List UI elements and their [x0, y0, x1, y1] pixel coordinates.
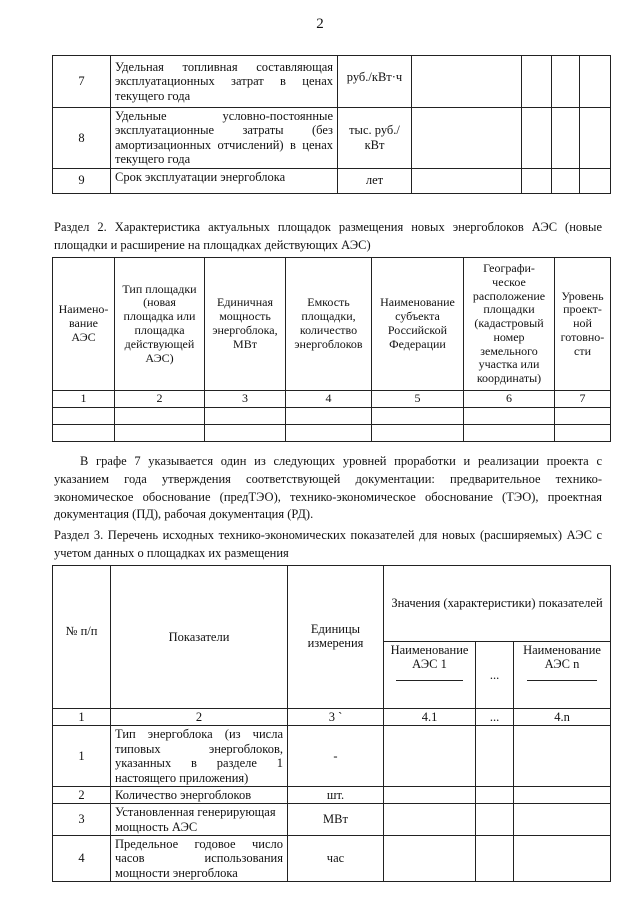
col-number: 5 — [372, 391, 464, 408]
table-continuation — [52, 55, 611, 194]
row-num: 8 — [53, 108, 111, 169]
table-header-row — [53, 258, 611, 391]
col-number: 4.1 — [384, 709, 476, 726]
col-number: 3 ` — [288, 709, 384, 726]
table-row — [53, 836, 611, 882]
col-header: Тип площадки (новая площадка или площадка действующей АЭС) — [115, 258, 205, 391]
table-row — [53, 804, 611, 836]
row-unit: - — [288, 726, 384, 787]
row-unit: лет — [338, 168, 412, 193]
col-header: Емкость площадки, количество энергоблоков — [286, 258, 372, 391]
header-dots: ... — [476, 642, 514, 709]
column-number-row — [53, 391, 611, 408]
page-number: 2 — [316, 16, 324, 32]
row-name: Удельные условно-постоянные эксплуатационные затраты (без амортизационных отчислений) в ценах текущего года — [111, 108, 338, 169]
header-npp1: Наименование АЭС 1 — [384, 642, 476, 709]
table-row — [53, 56, 611, 108]
col-header: Наименование субъекта Российской Федерации — [372, 258, 464, 391]
row-unit: руб./кВт·ч — [338, 56, 412, 108]
table-section3 — [52, 565, 611, 882]
header-num: № п/п — [53, 566, 111, 709]
row-num: 2 — [53, 786, 111, 803]
row-name: Удельная топливная составляющая эксплуатационных затрат в ценах текущего года — [111, 56, 338, 108]
col-number: 7 — [555, 391, 611, 408]
row-unit: шт. — [288, 786, 384, 803]
row-num: 1 — [53, 726, 111, 787]
col-number: 4.n — [514, 709, 611, 726]
table-header-row — [53, 566, 611, 642]
row-num: 4 — [53, 836, 111, 882]
table-section2 — [52, 257, 611, 442]
col-number: 4 — [286, 391, 372, 408]
table-row — [53, 726, 611, 787]
row-num: 9 — [53, 168, 111, 193]
section3-title: Раздел 3. Перечень исходных технико-экономических показателей для новых (расширяемых) АЭС с учетом данных о площадках их размещения — [54, 528, 602, 560]
col-number: 2 — [115, 391, 205, 408]
row-name: Тип энергоблока (из числа типовых энергоблоков, указанных в разделе 1 настоящего приложения) — [111, 726, 288, 787]
col-number: 1 — [53, 391, 115, 408]
row-name: Установленная генерирующая мощность АЭС — [111, 804, 288, 836]
col-number: 6 — [464, 391, 555, 408]
section2-title: Раздел 2. Характеристика актуальных площадок размещения новых энергоблоков АЭС (новые площадки и расширение на площадках действующих АЭС) — [54, 220, 602, 252]
row-name: Количество энергоблоков — [111, 786, 288, 803]
col-number: 3 — [205, 391, 286, 408]
col-header: Наимено-вание АЭС — [53, 258, 115, 391]
col-header: Единичная мощность энергоблока, МВт — [205, 258, 286, 391]
row-name: Предельное годовое число часов использования мощности энергоблока — [111, 836, 288, 882]
table-row — [53, 108, 611, 169]
table-row — [53, 168, 611, 193]
header-indicators: Показатели — [111, 566, 288, 709]
row-num: 3 — [53, 804, 111, 836]
row-num: 7 — [53, 56, 111, 108]
col-header: Уровень проект-ной готовно-сти — [555, 258, 611, 391]
table-row — [53, 407, 611, 424]
row-unit: час — [288, 836, 384, 882]
header-values: Значения (характеристики) показателей — [384, 566, 611, 642]
header-nppn: Наименование АЭС n — [514, 642, 611, 709]
col-header: Географи-ческое расположение площадки (кадастровый номер земельного участка или координаты) — [464, 258, 555, 391]
column-number-row — [53, 709, 611, 726]
header-units: Единицы измерения — [288, 566, 384, 709]
section2-note: В графе 7 указывается один из следующих уровней проработки и реализации проекта с указанием года утверждения соответствующей документации: предварительное технико-экономическое обоснование (предТЭО), технико-экономическое обоснование (ТЭО), проектная документация (ПД), рабочая документация (РД). — [54, 454, 602, 522]
row-unit: тыс. руб./кВт — [338, 108, 412, 169]
table-row — [53, 424, 611, 441]
col-number: ... — [476, 709, 514, 726]
col-number: 1 — [53, 709, 111, 726]
col-number: 2 — [111, 709, 288, 726]
row-unit: МВт — [288, 804, 384, 836]
row-name: Срок эксплуатации энергоблока — [111, 168, 338, 193]
table-row — [53, 786, 611, 803]
